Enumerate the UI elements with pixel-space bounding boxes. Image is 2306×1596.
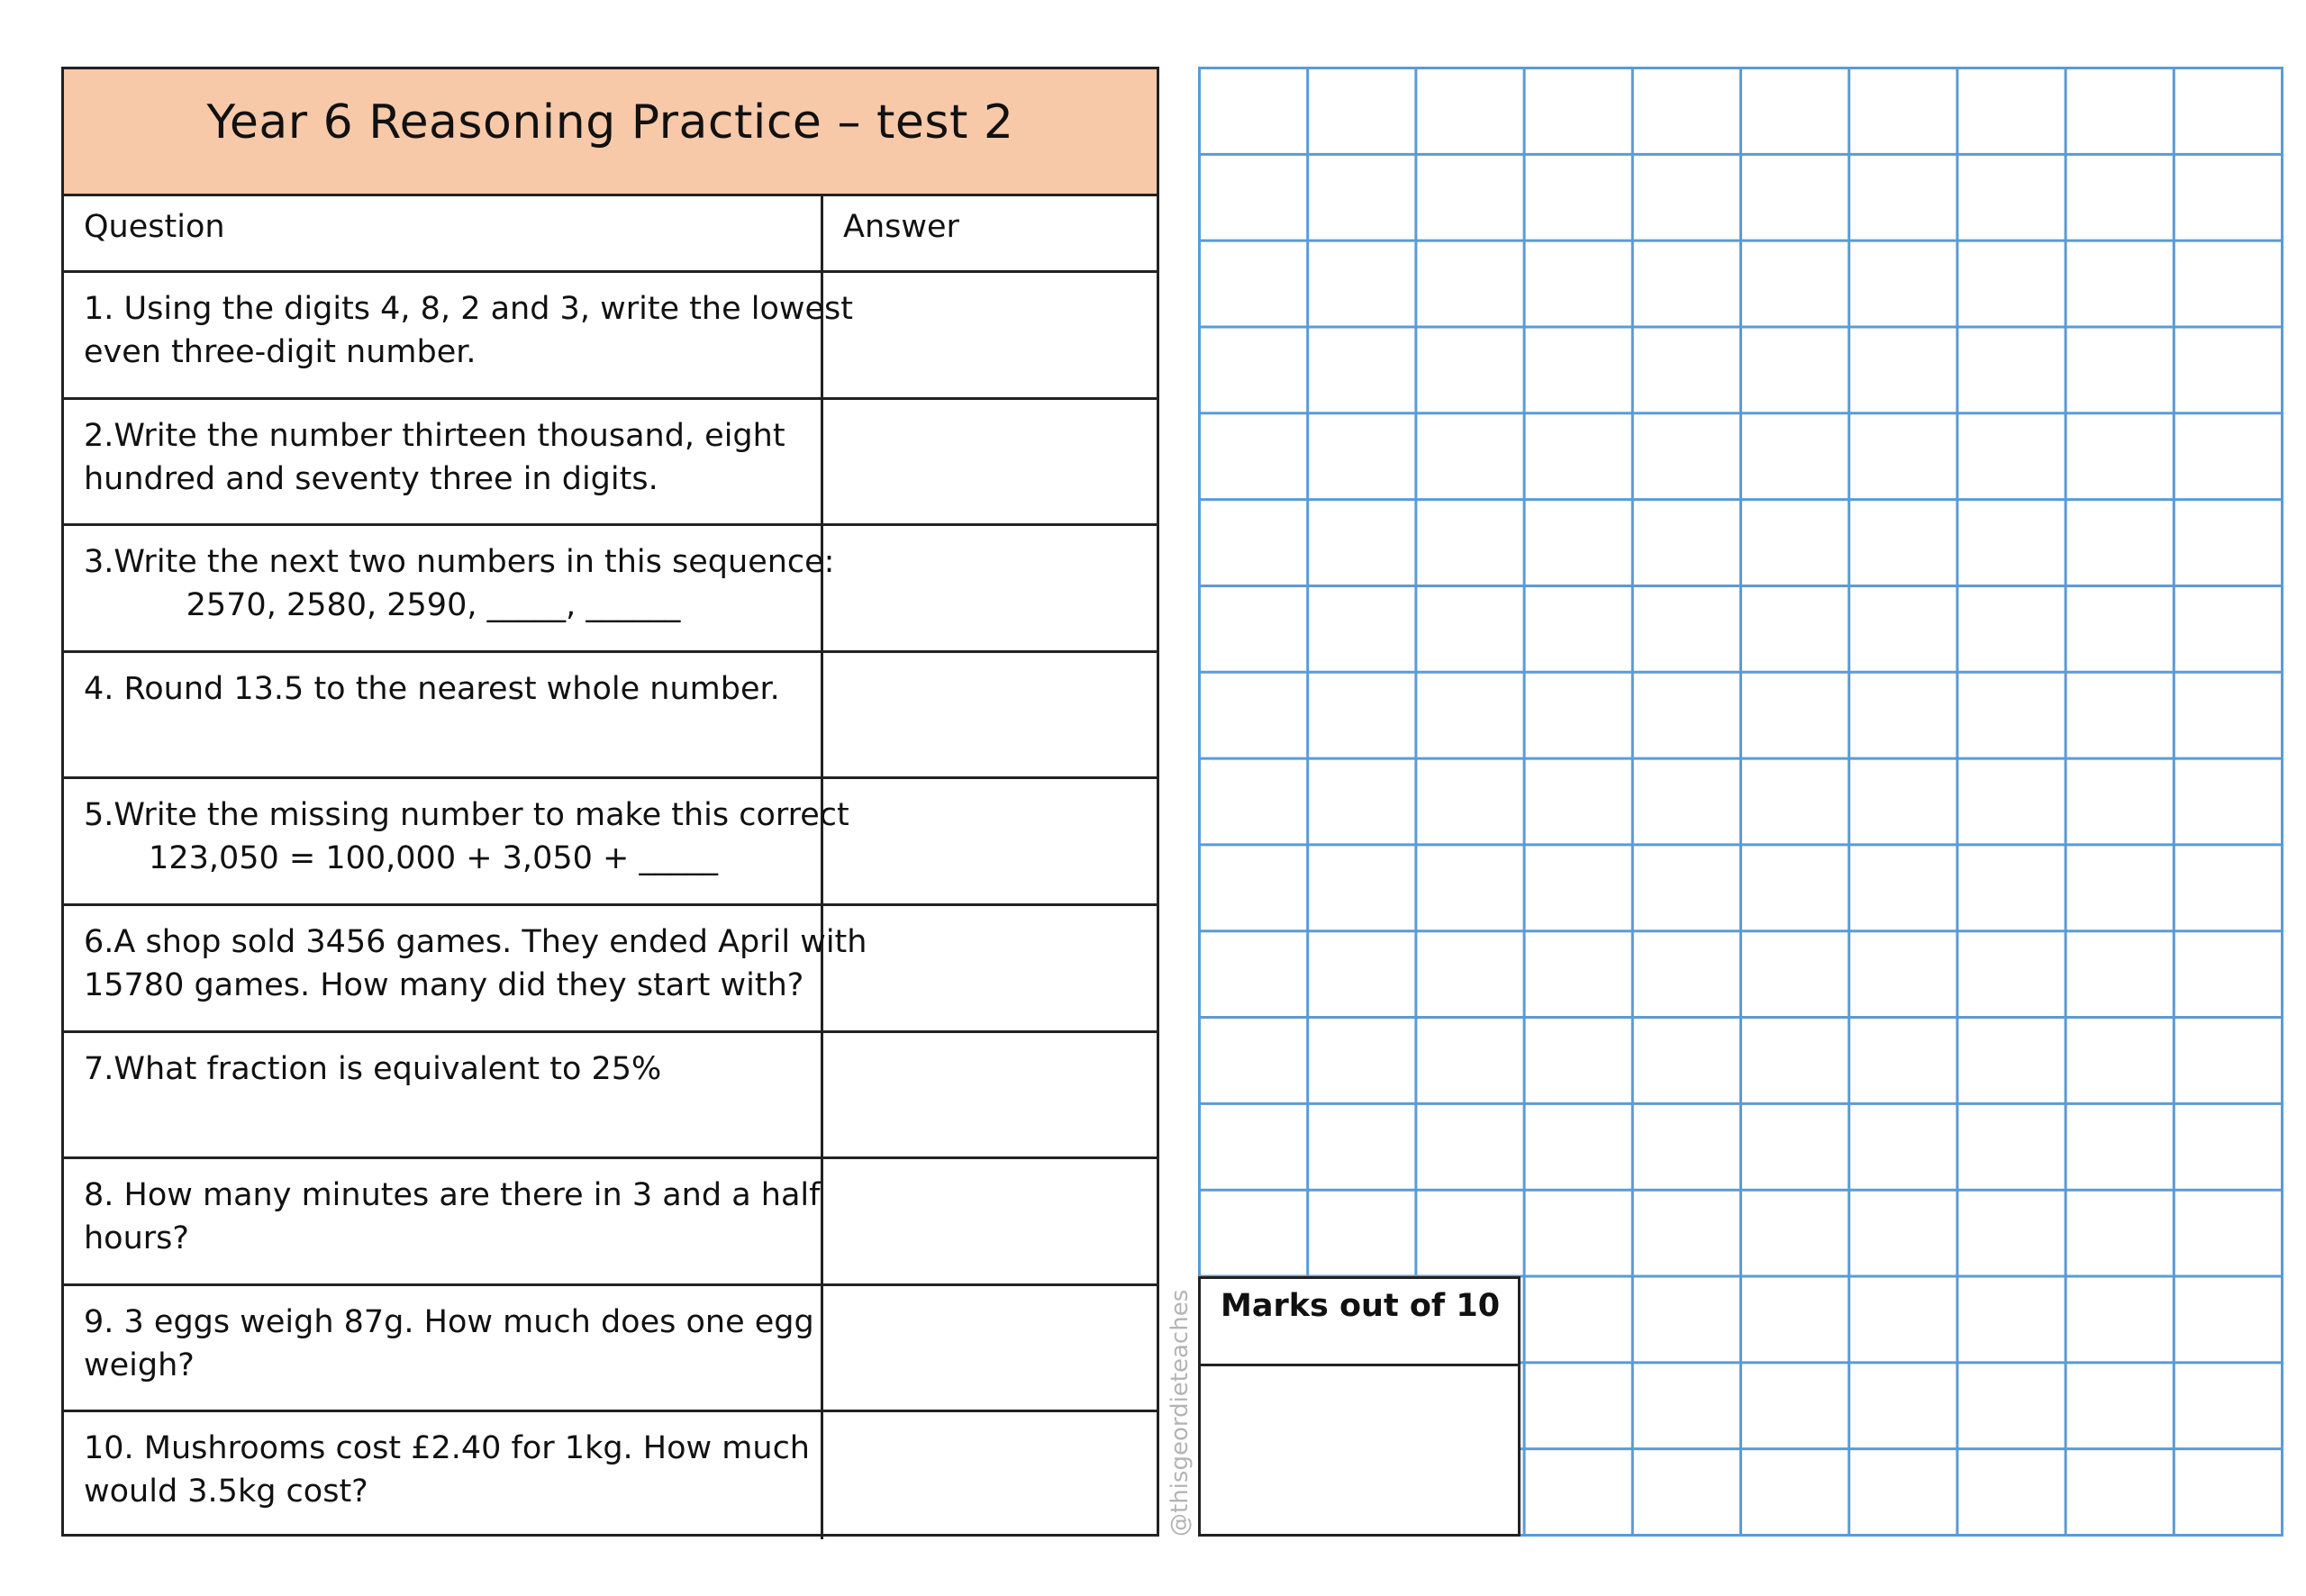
question-row	[64, 1033, 1157, 1160]
answer-cell[interactable]	[823, 1412, 1157, 1539]
answer-column-header: Answer	[843, 209, 959, 245]
question-line: 2.Write the number thirteen thousand, eight	[84, 417, 785, 454]
question-row	[64, 1286, 1157, 1413]
question-line: 9. 3 eggs weigh 87g. How much does one egg	[84, 1303, 814, 1340]
question-line: hours?	[84, 1220, 189, 1257]
question-line: 1. Using the digits 4, 8, 2 and 3, write the lowest	[84, 291, 854, 327]
question-line: 15780 games. How many did they start with?	[84, 967, 804, 1003]
marks-box	[1198, 1276, 1521, 1537]
question-line: 6.A shop sold 3456 games. They ended April with	[84, 924, 867, 960]
question-line: 10. Mushrooms cost £2.40 for 1kg. How much	[84, 1430, 810, 1467]
question-text	[64, 653, 823, 777]
question-text	[64, 1286, 823, 1410]
question-text	[64, 906, 867, 1030]
question-row	[64, 779, 1157, 906]
question-row	[64, 653, 1157, 780]
question-line: weigh?	[84, 1347, 195, 1383]
page-title: Year 6 Reasoning Practice – test 2	[206, 95, 1014, 150]
question-text	[64, 1412, 823, 1539]
marks-label: Marks out of 10	[1201, 1279, 1518, 1366]
question-line: 3.Write the next two numbers in this sequence:	[84, 544, 835, 581]
question-text	[64, 1159, 823, 1283]
answer-cell[interactable]	[823, 1286, 1157, 1410]
answer-cell[interactable]	[823, 1159, 1157, 1283]
question-row	[64, 1412, 1157, 1539]
question-line: 4. Round 13.5 to the nearest whole number.	[84, 670, 780, 707]
question-text	[64, 400, 823, 524]
question-line: 7.What fraction is equivalent to 25%	[84, 1050, 662, 1087]
question-column-header: Question	[64, 196, 823, 270]
question-table	[61, 67, 1159, 1537]
answer-cell[interactable]	[823, 906, 1157, 1030]
question-text	[64, 1033, 823, 1157]
question-line: would 3.5kg cost?	[84, 1474, 368, 1510]
title-bar	[64, 69, 1157, 196]
answer-cell[interactable]	[823, 653, 1157, 777]
answer-cell[interactable]	[823, 400, 1157, 524]
question-row	[64, 273, 1157, 400]
question-text	[64, 779, 849, 903]
question-line: 2570, 2580, 2590, _____, ______	[186, 587, 681, 624]
question-row	[64, 400, 1157, 527]
answer-cell[interactable]	[823, 779, 1157, 903]
question-line: 8. How many minutes are there in 3 and a half	[84, 1177, 821, 1214]
question-line: hundred and seventy three in digits.	[84, 460, 658, 497]
table-header-row	[64, 196, 1157, 273]
answer-cell[interactable]	[823, 273, 1157, 397]
question-text	[64, 526, 835, 650]
question-line: 123,050 = 100,000 + 3,050 + _____	[149, 840, 718, 877]
question-text	[64, 273, 854, 397]
marks-input-area[interactable]	[1201, 1366, 1518, 1534]
question-line: 5.Write the missing number to make this correct	[84, 797, 849, 834]
answer-cell[interactable]	[823, 526, 1157, 650]
question-row	[64, 526, 1157, 653]
question-row	[64, 906, 1157, 1033]
question-line: even three-digit number.	[84, 334, 477, 370]
question-row	[64, 1159, 1157, 1286]
answer-cell[interactable]	[823, 1033, 1157, 1157]
author-watermark: @thisgeordieteaches	[1167, 1289, 1194, 1537]
table-body	[64, 196, 1157, 1534]
